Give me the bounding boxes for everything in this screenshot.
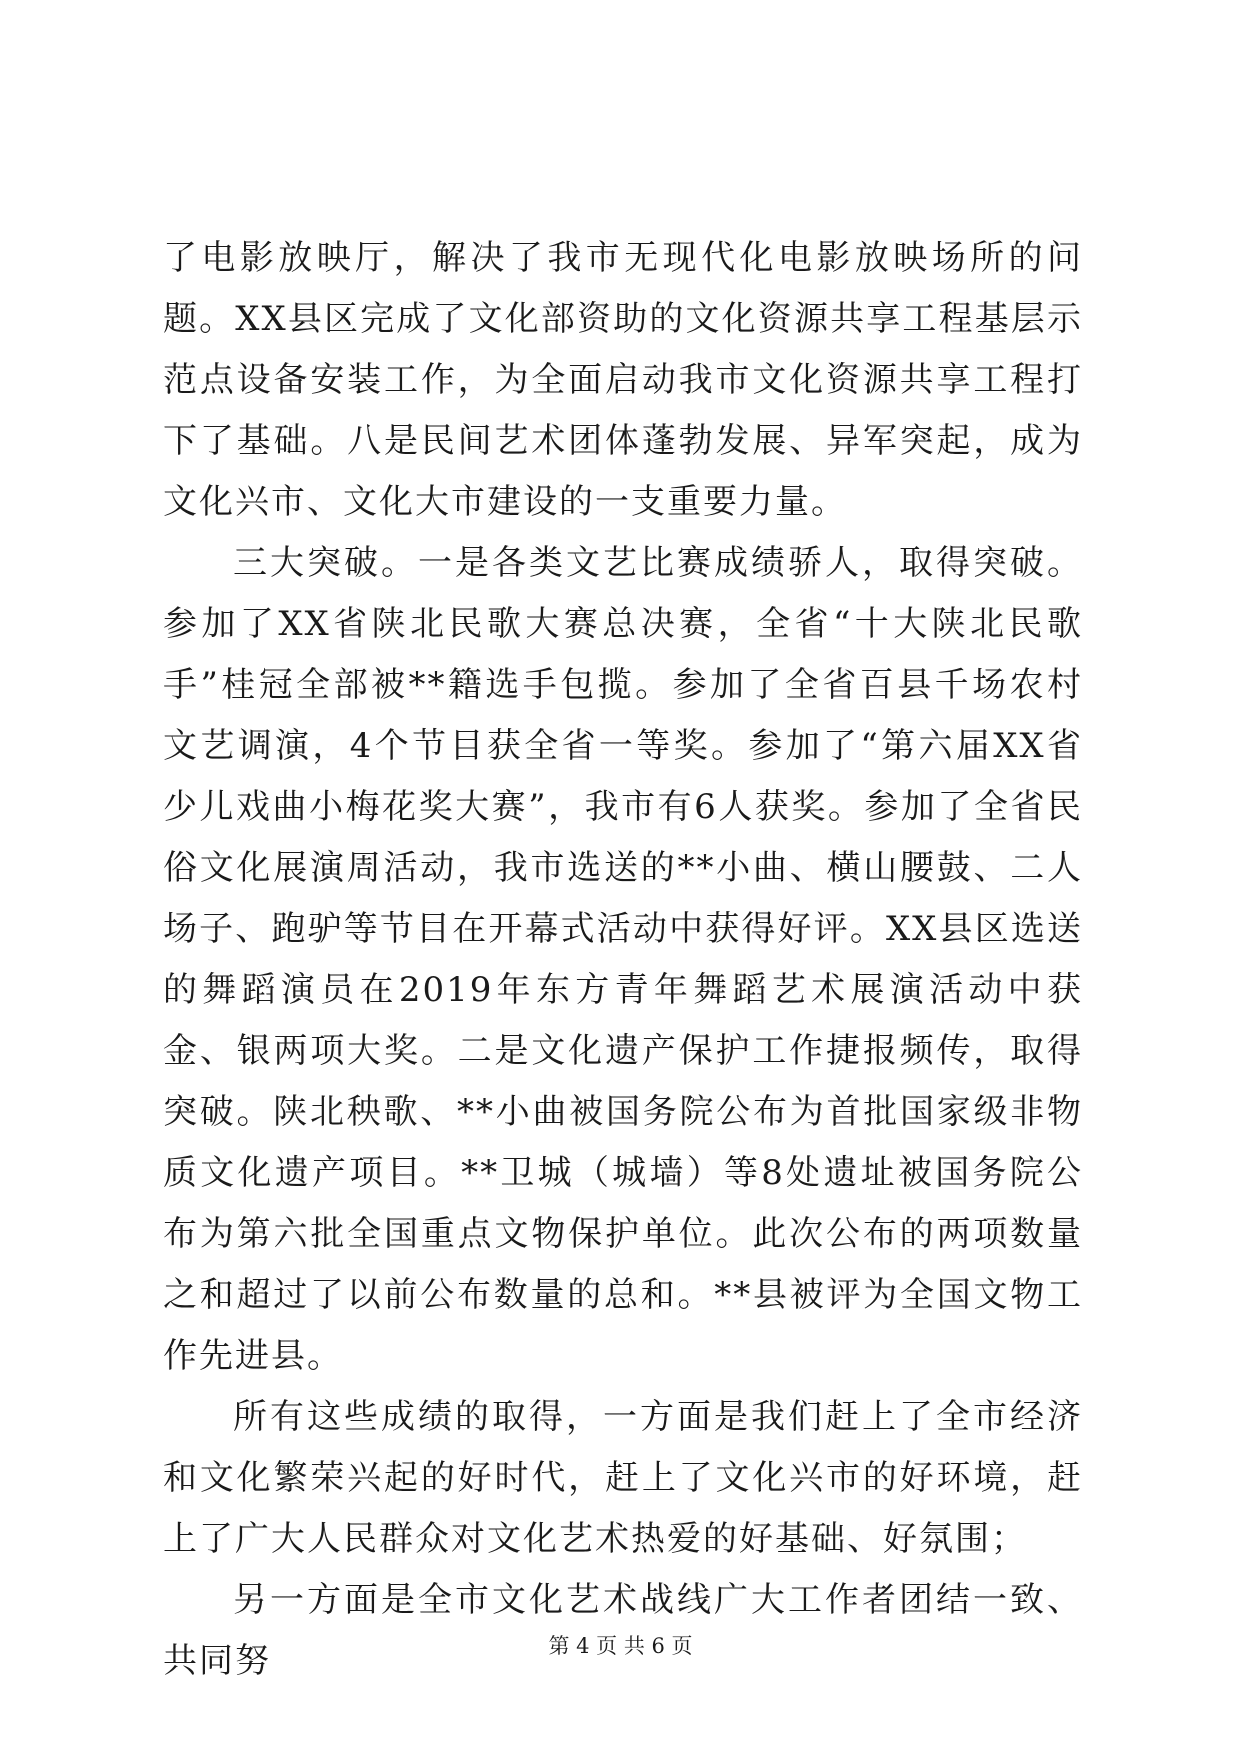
- paragraph: 另一方面是全市文化艺术战线广大工作者团结一致、共同努: [163, 1580, 1083, 1681]
- page-number-footer: 第 4 页 共 6 页: [548, 1634, 693, 1658]
- paragraph: 三大突破。一是各类文艺比赛成绩骄人，取得突破。参加了XX省陕北民歌大赛总决赛，全省“十大陕北民歌手”桂冠全部被**籍选手包揽。参加了全省百县千场农村文艺调演，4个节目获全省一等奖。参加了“第六届XX省少儿戏曲小梅花奖大赛”，我市有6人获奖。参加了全省民俗文化展演周活动，我市选送的**小曲、横山腰鼓、二人场子、跑驴等节目在开幕式活动中获得好评。XX县区选送的舞蹈演员在2019年东方青年舞蹈艺术展演活动中获金、银两项大奖。二是文化遗产保护工作捷报频传，取得突破。陕北秧歌、**小曲被国务院公布为首批国家级非物质文化遗产项目。**卫城（城墙）等8处遗址被国务院公布为第六批全国重点文物保护单位。此次公布的两项数量之和超过了以前公布数量的总和。**县被评为全国文物工作先进县。: [163, 543, 1083, 1376]
- document-body: [163, 228, 1083, 1692]
- paragraph: 所有这些成绩的取得，一方面是我们赶上了全市经济和文化繁荣兴起的好时代，赶上了文化兴市的好环境，赶上了广大人民群众对文化艺术热爱的好基础、好氛围；: [163, 1397, 1083, 1559]
- paragraph: 了电影放映厅，解决了我市无现代化电影放映场所的问题。XX县区完成了文化部资助的文化资源共享工程基层示范点设备安装工作，为全面启动我市文化资源共享工程打下了基础。八是民间艺术团体蓬勃发展、异军突起，成为文化兴市、文化大市建设的一支重要力量。: [163, 238, 1083, 522]
